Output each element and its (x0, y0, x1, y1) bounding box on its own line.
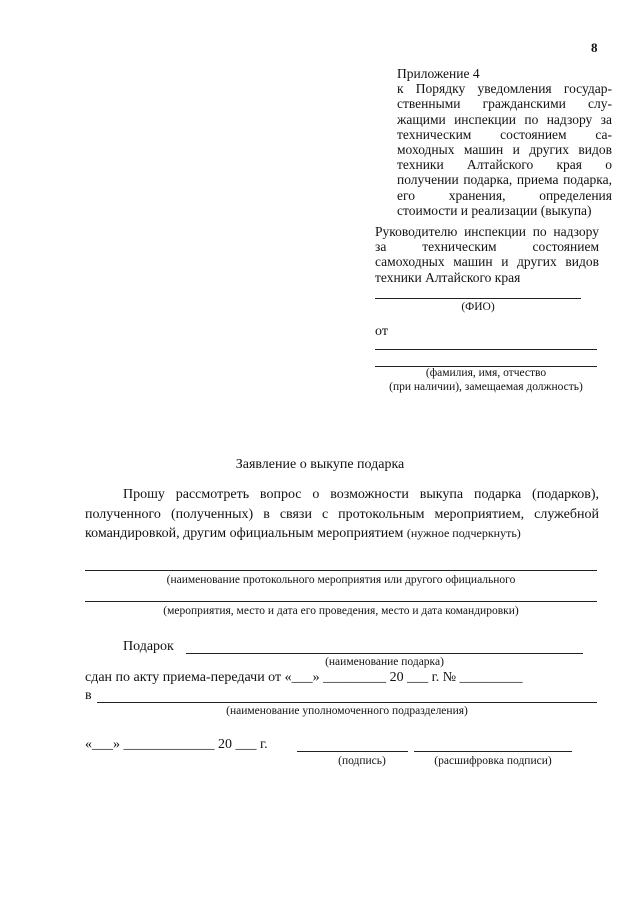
date-line: «___» _____________ 20 ___ г. (85, 737, 268, 752)
gift-caption: (наименование подарка) (325, 656, 444, 668)
statement-body-note: (нужное подчеркнуть) (406, 526, 521, 540)
statement-body (85, 485, 599, 544)
decoding-caption: (расшифровка подписи) (434, 755, 552, 767)
gift-line (186, 653, 583, 654)
appendix-block (397, 66, 612, 218)
fio-caption: (ФИО) (461, 301, 495, 313)
statement-body-text: Прошу рассмотреть вопрос о возможности выкупа подарка (подарков), полученного (полученных) в связи с протокольным мероприятием, служебной командировкой, другим официальным мероприятием (85, 487, 599, 541)
addressee-text: Руководителю инспекции по надзору за техническим состоянием самоходных машин и других видов техники Алтайского края (375, 224, 599, 285)
act-line: сдан по акту приема-передачи от «___» _________ 20 ___ г. № _________ (85, 670, 523, 685)
page-number: 8 (591, 40, 598, 55)
division-caption: (наименование уполномоченного подразделения) (226, 705, 468, 717)
statement-title: Заявление о выкупе подарка (235, 457, 405, 472)
division-line (97, 702, 597, 703)
from-label: от (375, 324, 388, 339)
from-caption-1: (фамилия, имя, отчество (425, 367, 547, 379)
event-caption-1: (наименование протокольного мероприятия или другого официального (166, 574, 516, 586)
in-label: в (85, 688, 92, 703)
from-line-1 (375, 349, 597, 350)
gift-label: Подарок (123, 639, 174, 654)
signature-caption: (подпись) (338, 755, 386, 767)
decoding-line (414, 751, 572, 752)
appendix-title: Приложение 4 (397, 66, 480, 81)
appendix-text: к Порядку уведомления государственными гражданскими служащими инспекции по надзору за техническим состоянием самоходных машин и других видов техники Алтайского края о получении подарка, приема подарка, его хранения, определения стоимости и реализации (выкупа) (397, 81, 612, 218)
signature-line (297, 751, 408, 752)
fio-line (375, 298, 581, 299)
event-line-1 (85, 570, 597, 571)
event-caption-2: (мероприятия, место и дата его проведения, место и дата командировки) (163, 605, 519, 617)
event-line-2 (85, 601, 597, 602)
from-caption-2: (при наличии), замещаемая должность) (389, 381, 583, 393)
